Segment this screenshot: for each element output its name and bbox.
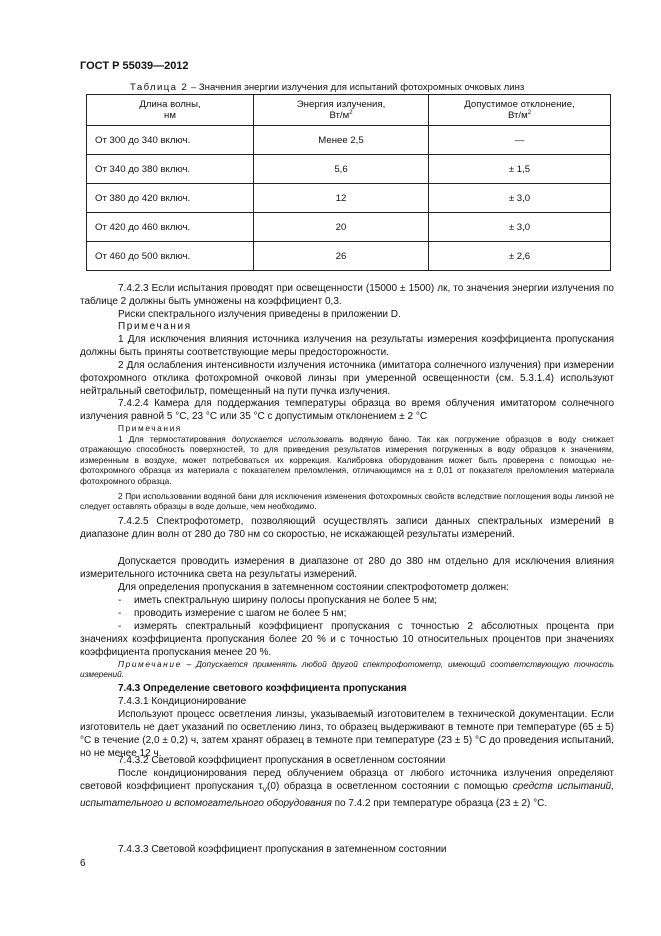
bullet-item: проводить измерение с шагом не более 5 нм; <box>134 608 347 619</box>
bullet-item: измерять спектральный коэффициент пропускания с точностью 2 абсолютных процента при значениях коэффициента пропускания более 20 % и с точностью 10 относительных процентов при значениях коэффициента пропускания менее 20 %. <box>80 621 614 658</box>
clause-7-4-2-5: 7.4.2.5 Спектрофотометр, позволяющий осуществлять записи данных спектральных измерений в диапазоне длин волн от 280 до 780 нм со скоростью, не искажающей результаты измерений. <box>80 516 614 540</box>
cell-deviation: ± 2,6 <box>429 242 611 271</box>
cell-energy: 12 <box>254 184 429 213</box>
table-caption <box>130 82 524 93</box>
cell-energy: 26 <box>254 242 429 271</box>
header-energy: Энергия излучения, $Вт/м^2$ <box>254 95 429 126</box>
energy-table <box>86 94 611 271</box>
cell-wavelength: От 340 до 380 включ. <box>87 155 254 184</box>
table-caption-text: – Значения энергии излучения для испытаний фотохромных очковых линз <box>188 82 525 93</box>
note-1: 1 Для исключения влияния источника излучения на результаты измерения коэффициента пропускания должны быть приняты соответствующие меры предосторожности. <box>80 334 614 358</box>
bullet-mark: - <box>118 595 122 606</box>
clause-7-4-3-3: 7.4.3.3 Световой коэффициент пропускания в затемненном состоянии <box>118 844 447 855</box>
risks-reference: Риски спектрального излучения приведены в приложении D. <box>118 309 401 320</box>
cell-energy: 5,6 <box>254 155 429 184</box>
bullet-item: иметь спектральную ширину полосы пропускания не более 5 нм; <box>134 595 438 606</box>
cell-energy: 20 <box>254 213 429 242</box>
cell-deviation: — <box>429 126 611 155</box>
cell-wavelength: От 420 до 460 включ. <box>87 213 254 242</box>
cell-energy: Менее 2,5 <box>254 126 429 155</box>
document-header: ГОСТ Р 55039—2012 <box>80 60 189 72</box>
clause-7-4-3-2: 7.4.3.2 Световой коэффициент пропускания в осветленном состоянии <box>118 755 446 766</box>
bullet-mark: - <box>118 608 122 619</box>
paragraph-allowed-range: Допускается проводить измерения в диапазоне от 280 до 380 нм отдельно для исключения влияния измерительного источника света на результаты измерений. <box>80 556 614 580</box>
small-note-1: 1 Для термостатирования допускается использовать водяную баню. Так как погружение образцов в воду снижает отражающую способность поверхностей, то для приведения результатов измерения погруженных в воду образцов к значениям, измеренным в воздухе, может потребоваться их коррекция. Калибровка оборудования может быть проверена с помощью не-фотохромного образца из материала с показателем преломления, отличающимся на ± 0,01 от показателя преломления материала фотохромного образца. <box>80 434 614 486</box>
small-note-2: 2 При использовании водяной бани для исключения изменения фотохромных свойств вследствие поглощения воды линзой не следует оставлять образцы в воде дольше, чем необходимо. <box>80 491 614 512</box>
table-row <box>87 126 611 155</box>
notes-label: Примечания <box>118 321 192 332</box>
paragraph-spectrophotometer: Для определения пропускания в затемненном состоянии спектрофотометр должен: <box>118 582 509 593</box>
clause-7-4-3-1: 7.4.3.1 Кондиционирование <box>118 696 247 707</box>
paragraph-conditioning: Используют процесс осветления линзы, указываемый изготовителем в технической документации. Если изготовитель не дает указаний по осветлению линз, то образец выдерживают в темноте при температуре (65 ± 5) °С в течение (2,0 ± 0,2) ч, затем хранят образец в темноте при температуре (23 ± 5) °С до проведения испытаний, но не менее 12 ч. <box>80 709 614 759</box>
table-header-row <box>87 95 611 126</box>
cell-wavelength: От 460 до 500 включ. <box>87 242 254 271</box>
notes-label: Примечания <box>118 423 182 433</box>
bullet-mark: - <box>118 621 122 632</box>
table-row <box>87 242 611 271</box>
cell-deviation: ± 3,0 <box>429 184 611 213</box>
header-deviation: Допустимое отклонение, $Вт/м^2$ <box>429 95 611 126</box>
cell-deviation: ± 1,5 <box>429 155 611 184</box>
clause-7-4-2-3: 7.4.2.3 Если испытания проводят при освещенности (15000 ± 1500) лк, то значения энергии излучения по таблице 2 должны быть умножены на коэффициент 0,3. <box>80 283 614 307</box>
cell-wavelength: От 300 до 340 включ. <box>87 126 254 155</box>
table-caption-label: Таблица 2 <box>130 82 189 93</box>
cell-wavelength: От 380 до 420 включ. <box>87 184 254 213</box>
note-3: Примечание – Допускается применять любой другой спектрофотометр, имеющий соответствующую точность измерений. <box>80 659 614 680</box>
note-2: 2 Для ослабления интенсивности излучения источника (имитатора солнечного излучения) при измерении фотохромного отклика фотохромной очковой линзы при умеренной освещенности (см. 5.3.1.4) используют нейтральный светофильтр, помещенный на пути пучка излучения. <box>80 360 614 397</box>
paragraph-after-conditioning: После кондиционирования перед облучением образца от любого источника излучения определяют световой коэффициент пропускания $\tau_V(0)$ образца в осветленном состоянии с помощью средств испытаний, испытательного и вспомогательного оборудования по 7.4.2 при температуре образца (23 ± 2) °С. <box>80 768 614 809</box>
section-7-4-3: 7.4.3 Определение светового коэффициента пропускания <box>118 683 407 694</box>
table-row <box>87 155 611 184</box>
page-number: 6 <box>80 858 86 869</box>
table-row <box>87 213 611 242</box>
header-wavelength: Длина волны, нм <box>87 95 254 126</box>
clause-7-4-2-4: 7.4.2.4 Камера для поддержания температуры образца во время облучения имитатором солнечного излучения равной 5 °С, 23 °С или 35 °С с допустимым отклонением ± 2 °С <box>80 398 614 422</box>
cell-deviation: ± 3,0 <box>429 213 611 242</box>
table-row <box>87 184 611 213</box>
